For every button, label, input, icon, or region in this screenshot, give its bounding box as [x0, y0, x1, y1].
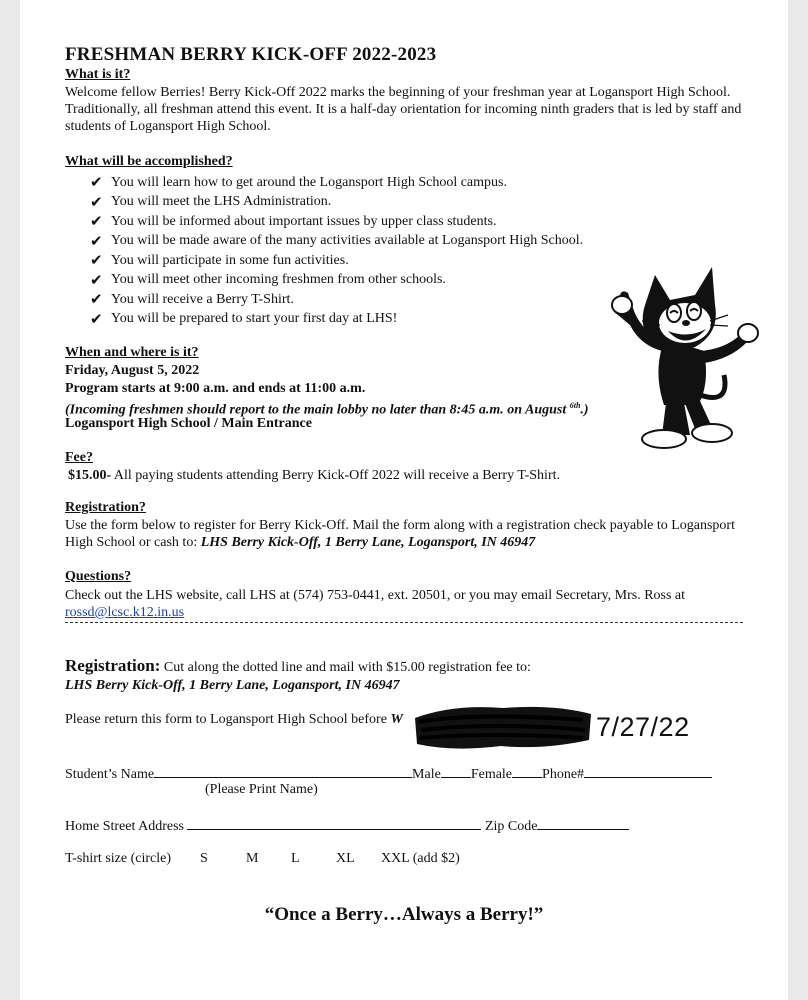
student-name-field[interactable]	[154, 764, 412, 778]
accomplish-list	[90, 173, 583, 329]
tshirt-size-s[interactable]: S	[200, 851, 208, 866]
tshirt-size-l[interactable]: L	[291, 851, 300, 866]
return-instruction: Please return this form to Logansport High School before W	[65, 712, 403, 727]
list-item: ✔ You will learn how to get around the Logansport High School campus.	[90, 174, 507, 192]
registration-info-heading: Registration?	[65, 500, 146, 515]
list-item: ✔ You will be made aware of the many activities available at Logansport High School.	[90, 233, 584, 250]
event-location: Logansport High School / Main Entrance	[65, 416, 312, 431]
questions-heading: Questions?	[65, 569, 132, 584]
checkmark-icon: ✔	[90, 292, 103, 309]
street-address-field[interactable]	[187, 816, 481, 830]
list-item: ✔ You will receive a Berry T-Shirt.	[90, 291, 294, 309]
redaction-scribble	[413, 700, 593, 752]
list-item: ✔ You will meet other incoming freshmen from other schools.	[90, 272, 446, 289]
event-program-time: Program starts at 9:00 a.m. and ends at 11:00 a.m.	[65, 381, 366, 396]
page-title: FRESHMAN BERRY KICK-OFF 2022-2023	[65, 44, 437, 65]
arrival-note: (Incoming freshmen should report to the main lobby no later than 8:45 a.m. on August $^{6th}$.)	[65, 401, 589, 418]
checkmark-icon: ✔	[90, 272, 103, 289]
what-paragraph: Welcome fellow Berries! Berry Kick-Off 2022 marks the beginning of your freshman year at Logansport High School. Traditionally, all freshman attend this event. It is a half-day orientation for incoming ninth graders that is led by staff and students of Logansport High School.	[65, 85, 742, 134]
checkmark-icon: ✔	[90, 194, 103, 211]
what-heading: What is it?	[65, 67, 131, 82]
print-name-hint: (Please Print Name)	[205, 782, 318, 797]
checkmark-icon: ✔	[90, 175, 103, 192]
form-header: Registration: Cut along the dotted line and mail with $15.00 registration fee to:	[65, 656, 531, 675]
fee-text: $15.00- All paying students attending Berry Kick-Off 2022 will receive a Berry T-Shirt.	[68, 468, 560, 483]
list-item: ✔ You will be prepared to start your first day at LHS!	[90, 311, 398, 328]
student-name-row: Student’s Name Male Female Phone#	[65, 764, 712, 783]
tshirt-size-xl[interactable]: XL	[336, 851, 355, 866]
phone-field[interactable]	[584, 764, 712, 778]
fee-heading: Fee?	[65, 450, 93, 465]
event-date: Friday, August 5, 2022	[65, 363, 200, 378]
cut-line-divider	[65, 622, 743, 623]
tshirt-size-label: T-shirt size (circle)	[65, 851, 171, 866]
questions-text: Check out the LHS website, call LHS at (574) 753-0441, ext. 20501, or you may email Secretary, Mrs. Ross at	[65, 588, 686, 603]
address-row: Home Street Address Zip Code	[65, 816, 629, 835]
checkmark-icon: ✔	[90, 233, 103, 250]
list-item: ✔ You will be informed about important issues by upper class students.	[90, 213, 497, 231]
male-field[interactable]	[441, 764, 471, 778]
tshirt-size-m[interactable]: M	[246, 851, 259, 866]
flyer-page	[20, 0, 788, 1000]
when-heading: When and where is it?	[65, 345, 199, 360]
zip-code-field[interactable]	[537, 816, 629, 830]
female-field[interactable]	[512, 764, 542, 778]
checkmark-icon: ✔	[90, 214, 103, 231]
accomplish-heading: What will be accomplished?	[65, 154, 233, 169]
closing-quote: “Once a Berry…Always a Berry!”	[264, 904, 544, 925]
handwritten-deadline-date: 7/27/22	[596, 712, 690, 742]
cartoon-cat-illustration	[600, 255, 760, 455]
registration-info-paragraph: Use the form below to register for Berry Kick-Off. Mail the form along with a registration check payable to Logansport High School or cash to: LHS Berry Kick-Off, 1 Berry Lane, Logansport, IN 46947	[65, 518, 735, 550]
checkmark-icon: ✔	[90, 253, 103, 270]
list-item: ✔ You will participate in some fun activities.	[90, 252, 349, 270]
email-link[interactable]: rossd@lcsc.k12.in.us	[65, 605, 185, 620]
form-address: LHS Berry Kick-Off, 1 Berry Lane, Logansport, IN 46947	[65, 678, 400, 693]
list-item: ✔ You will meet the LHS Administration.	[90, 194, 332, 211]
checkmark-icon: ✔	[90, 311, 103, 328]
tshirt-size-xxl[interactable]: XXL (add $2)	[381, 851, 460, 866]
